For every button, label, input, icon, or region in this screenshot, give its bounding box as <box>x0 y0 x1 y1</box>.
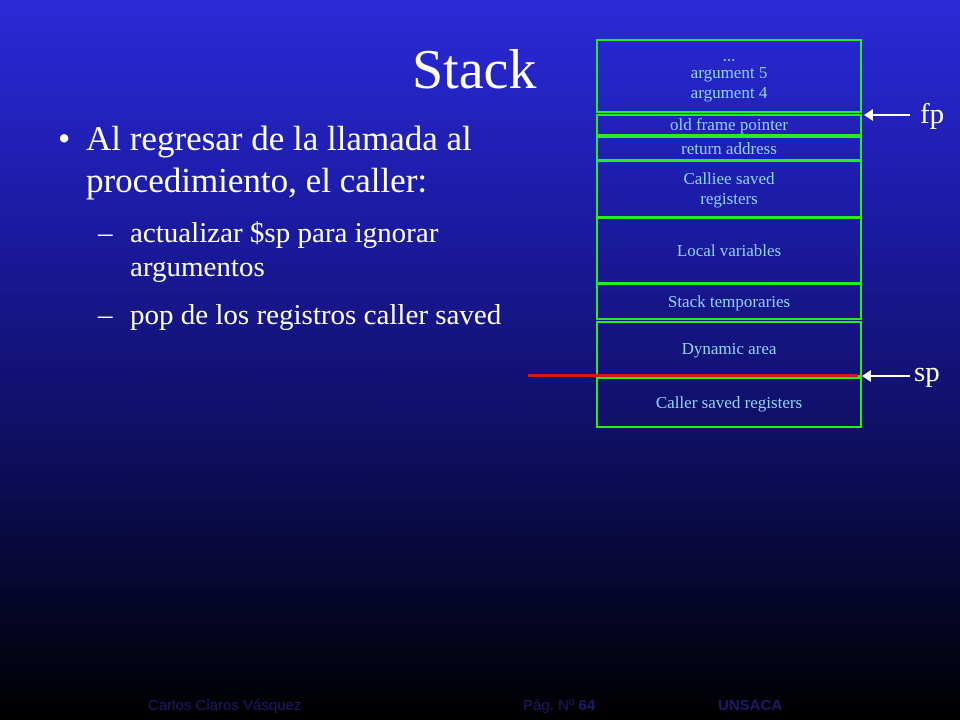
dynamic-area-label: Dynamic area <box>681 339 777 358</box>
footer-page-label: Pág. Nº <box>523 697 575 714</box>
bullet-list <box>58 118 578 346</box>
callee-registers-label: registers <box>700 189 758 208</box>
footer-org-name: UNSACA <box>718 697 783 714</box>
stack-cell-callee-saved <box>596 160 862 218</box>
footer-page-number: 64 <box>578 697 596 714</box>
bullet-marker: • <box>58 119 71 158</box>
sub-bullet-text: actualizar $sp para ignorar argumentos <box>130 217 439 283</box>
sp-pointer-label: sp <box>914 356 940 388</box>
sub-bullet-marker: – <box>98 217 113 249</box>
stack-cell-arguments <box>596 39 862 113</box>
stack-cell-local-variables <box>596 217 862 284</box>
bullet-text: Al regresar de la llamada al procedimiento, el caller: <box>86 119 472 200</box>
argument-5-label: argument 5 <box>690 63 768 82</box>
stack-cell-caller-saved <box>596 377 862 428</box>
return-address-label: return address <box>681 138 777 158</box>
sub-bullet-text: pop de los registros caller saved <box>130 299 502 331</box>
sub-bullet-item <box>98 298 578 332</box>
sub-bullet-item <box>98 216 578 284</box>
old-frame-pointer-label: old frame pointer <box>669 115 788 134</box>
caller-saved-registers-label: Caller saved registers <box>655 392 803 412</box>
bullet-item <box>58 118 578 202</box>
stack-temporaries-label: Stack temporaries <box>667 291 791 311</box>
sub-bullet-list <box>98 216 578 332</box>
sub-bullet-marker: – <box>98 299 113 331</box>
sp-pointer-line <box>528 374 858 377</box>
stack-cell-dynamic-area <box>596 321 862 377</box>
stack-cell-old-frame-pointer <box>596 114 862 136</box>
sp-arrow-icon <box>864 375 910 377</box>
footer-author: Carlos Claros Vásquez <box>148 697 302 714</box>
stack-cell-return-address <box>596 136 862 161</box>
stack-cell-stack-temporaries <box>596 283 862 320</box>
callee-saved-label: Calliee saved <box>683 169 775 188</box>
fp-arrow-icon <box>866 114 910 116</box>
argument-4-label: argument 4 <box>690 83 768 102</box>
footer-page <box>523 697 595 714</box>
slide-title: Stack <box>412 39 537 101</box>
ellipsis-text: ... <box>722 46 736 65</box>
fp-pointer-label: fp <box>920 98 945 130</box>
footer-org <box>718 697 782 714</box>
local-variables-label: Local variables <box>676 240 782 260</box>
